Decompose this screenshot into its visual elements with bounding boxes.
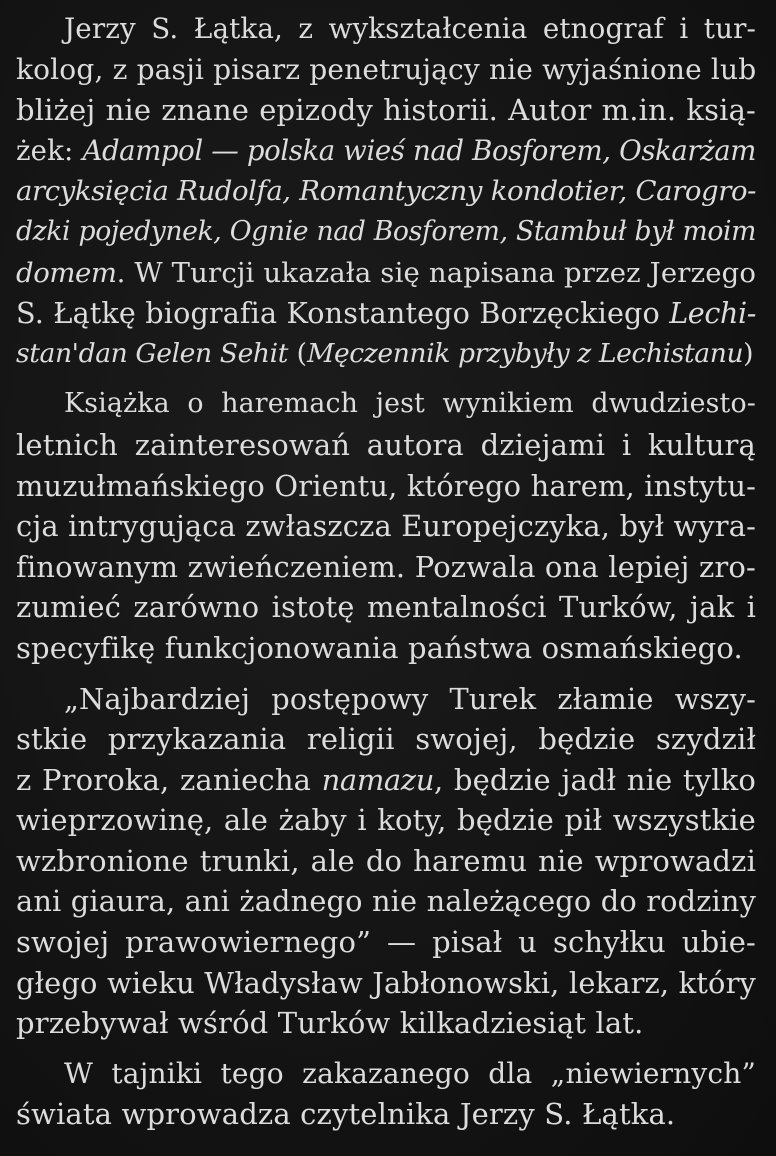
cover-text-body — [16, 9, 756, 1135]
italic-title-text: dzki pojedynek, Ognie nad Bosforem, Stambuł był moim — [16, 215, 756, 247]
italic-title-text: namazu — [321, 762, 434, 797]
paragraph-quote — [16, 679, 756, 1044]
text-run: głego wieku Władysław Jabłonowski, lekarz, który — [16, 965, 756, 1000]
text-line — [16, 719, 756, 760]
text-line — [16, 253, 756, 294]
text-run: muzułmańskiego Orientu, którego harem, instytu- — [16, 468, 756, 503]
text-run: bliżej nie znane epizody historii. Autor m.in. ksią- — [16, 93, 756, 128]
paragraph-closing — [16, 1054, 756, 1135]
text-line — [16, 334, 756, 375]
text-line — [16, 90, 756, 131]
text-line — [16, 1054, 756, 1095]
text-line — [16, 628, 756, 669]
italic-title-text: Adampol — polska wieś nad Bosforem, Oskarżam — [82, 134, 756, 167]
text-run: przebywał wśród Turków kilkadziesiąt lat. — [16, 1006, 644, 1041]
text-run: W tajniki tego zakazanego dla „niewiernych” — [64, 1056, 756, 1090]
text-run: wzbronione trunki, ale do haremu nie wprowadzi — [16, 843, 756, 878]
text-run: ani giaura, ani żadnego nie należącego do rodziny — [16, 884, 756, 919]
text-run: cja intrygująca zwłaszcza Europejczyka, był wyra- — [16, 509, 756, 544]
text-line — [16, 760, 756, 801]
italic-title-text: Lechi- — [669, 296, 756, 331]
paragraph-bio — [16, 9, 756, 374]
text-line — [16, 587, 756, 628]
text-run: żek: — [16, 134, 83, 167]
text-line — [16, 1003, 756, 1044]
text-line — [16, 425, 756, 466]
text-line — [16, 466, 756, 507]
text-run: specyfikę funkcjonowania państwa osmańskiego. — [16, 630, 743, 665]
text-line — [16, 384, 756, 425]
text-run: z Proroka, zaniecha — [16, 762, 322, 797]
text-line — [16, 293, 756, 334]
text-run: swojej prawowiernego” — pisał u schyłku ubie- — [16, 925, 756, 960]
text-line — [16, 922, 756, 963]
text-line — [16, 131, 756, 172]
italic-title-text: domem — [16, 256, 117, 289]
italic-title-text: stan'dan Gelen Sehit — [16, 337, 289, 369]
text-line — [16, 881, 756, 922]
italic-title-text: arcyksięcia Rudolfa, Romantyczny kondotier, Carogro- — [16, 175, 756, 208]
text-run: letnich zainteresowań autora dziejami i kulturą — [16, 427, 756, 462]
text-line — [16, 212, 756, 253]
text-run: Jerzy S. Łątka, z wykształcenia etnograf i tur- — [64, 12, 756, 45]
text-run: Książka o haremach jest wynikiem dwudziesto- — [64, 388, 756, 420]
text-run: finowanym zwieńczeniem. Pozwala ona lepiej zro- — [16, 549, 756, 584]
text-line — [16, 841, 756, 882]
text-run: ( — [288, 337, 308, 369]
text-run: „Najbardziej postępowy Turek złamie wszy- — [64, 681, 756, 716]
text-run: S. Łątkę biografia Konstantego Borzęckiego — [16, 296, 670, 331]
text-run: kolog, z pasji pisarz penetrujący nie wyjaśnione lub — [16, 52, 757, 86]
text-line — [16, 547, 756, 588]
text-run: stkie przykazania religii swojej, będzie szydził — [16, 722, 756, 757]
text-run: świata wprowadza czytelnika Jerzy S. Łątka. — [16, 1097, 676, 1132]
text-line — [16, 50, 756, 91]
italic-title-text: Męczennik przybyły z Lechistanu — [307, 337, 744, 369]
text-line — [16, 1094, 756, 1135]
text-run: , będzie jadł nie tylko — [433, 762, 756, 797]
text-run: . W Turcji ukazała się napisana przez Jerzego — [116, 256, 757, 289]
text-line — [16, 963, 756, 1004]
text-line — [16, 171, 756, 212]
text-line — [16, 506, 756, 547]
text-run: wieprzowinę, ale żaby i koty, będzie pił wszystkie — [16, 803, 756, 838]
text-line — [16, 679, 756, 720]
text-line — [16, 9, 756, 50]
text-run: ) — [743, 337, 754, 369]
text-line — [16, 800, 756, 841]
text-run: zumieć zarówno istotę mentalności Turków, jak i — [16, 590, 756, 625]
paragraph-harem-book — [16, 384, 756, 668]
